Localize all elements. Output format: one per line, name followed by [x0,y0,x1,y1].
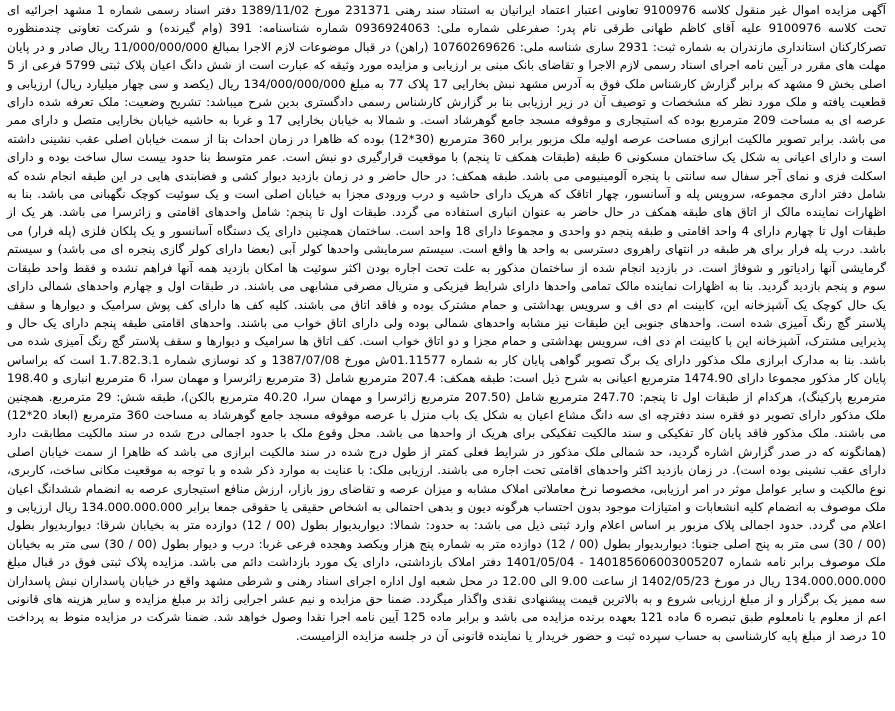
auction-notice-text: آگهی مزایده اموال غیر منقول کلاسه 9100976 تعاونی اعتبار اعتماد ایرانیان به استناد سند رهنی 231371 مورخ 1389/11/02 دفتر اسناد رسمی شماره 1 مشهد اجرائیه ای تحت کلاسه 9100976 علیه آقای کاظم طهانی طرقی نام پدر: صفرعلی شماره ملی: 0936924063 شماره شناسنامه: 391 (وام گیرنده) و شرکت تعاونی چندمنظوره تصرکارکنان استانداری مازندران به شماره ثبت: 2931 ساری شناسه ملی: 10760269626 (راهن) در قبال موضوعات لازم الاجرا بمبالغ 11/000/000/000 ریال صادر و در پایان مهلت های مقرر در آیین نامه اجرای اسناد رسمی لازم الاجرا و تقاضای بانک مبنی بر ارزیابی و مزایده مورد وثیقه که عبارت است از شش دانگ اعیان پلاک ثبتی 5799 فرعی از 5 اصلی بخش 9 مشهد که برابر گزارش کارشناس ملک فوق به آدرس مشهد نبش بخارایی 17 پلاک 77 به مبلغ 134/000/000/000 ریال (یکصد و سی چهار میلیارد ریال) ارزیابی و قطعیت یافته و ملک مورد نظر که مشخصات و توصیف آن در زیر ارزیابی بنا بر گزارش کارشناس رسمی دادگستری بدین شرح میباشد: تشریح وضعیت: ملک تعرفه شده دارای عرصه ای به مساحت 209 مترمربع بوده که استیجاری و موقوفه مسجد جامع گوهرشاد است. و شمالا به خیابان بخارایی 17 و غربا به حاشیه خیابان بخارایی متصل و دارای ممر می باشد. برابر تصویر مالکیت ابرازی مساحت عرصه اولیه ملک مزبور برابر 360 مترمربع (30*12) بوده که ظاهرا در زمان احداث بنا از سمت خیابان اصلی عقب نشینی داشته است و دارای اعیانی به شکل یک ساختمان مسکونی 6 طبقه (طبقات همکف تا پنجم) با موقعیت قرارگیری دو نبش است. عمر متوسط بنا حدود بیست سال ساخت بوده و دارای اسکلت فزی و نمای آجر سفال سه سانتی با پنجره آلومینیومی می باشد. طبقه همکف: در حال حاضر و در زمان بازدید دیوار کشی و فضابندی هایی در این طبقه انجام شده که شامل دفتر اداری مجموعه، سرویس پله و آسانسور، چهار اتاقک که هریک دارای حاشیه و درب ورودی مجزا به خیابان اصلی است و یک سوئیت کوچک نگهبانی می باشد. بنا به اظهارات نماینده مالک از اتاق های طبقه همکف در حال حاضر به عنوان انباری استفاده می گردد. طبقات اول تا پنجم: شامل واحدهای اقامتی و زائرسرا می باشد. هر یک از طبقات اول تا چهارم دارای 4 واحد اقامتی و طبقه پنجم دو واحدی و مجموعا دارای 18 واحد است. ساختمان همچنین دارای یک دستگاه آسانسور و یک پلکان فلزی (پله فرار) می باشد. درب پله فرار برای هر طبقه در انتهای راهروی دسترسی به واحد ها واقع است. سیستم سرمایشی واحدها کولر آبی (بعضا دارای کولر گازی پنجره ای می باشد) و سیستم گرمایشی آنها رادیاتور و شوفاژ است. در بازدید انجام شده از ساختمان مذکور به علت تحت اجاره بودن اکثر سوئیت ها امکان بازدید همه آنها فراهم نشده و فقط واحد طبقات سوم و پنجم بازدید گردید. بنا به اظهارات نماینده مالک تمامی واحدها دارای شرایط فیزیکی و متریال مصرفی مشابهی می باشند. در طبقات اول و چهارم واحدهای شمالی دارای یک حال کوچک یک آشپزخانه این، کابینت ام دی اف و سرویس بهداشتی و حمام مشترک بوده و فاقد اتاق می باشند. کلیه کف ها دارای کف پوش سرامیک و دیوارها و سقف پلاستر گچ رنگ آمیزی شده است. واحدهای جنوبی این طبقات نیز مشابه واحدهای شمالی بوده ولی دارای اتاق خواب می باشند. واحدهای اقامتی طبقه پنجم دارای یک حال و پذیرایی مشترک، آشپزخانه این با کابینت ام دی اف، سرویس بهداشتی و حمام مجزا و دو اتاق خواب است. کف اتاق ها سرامیک و دیوارها و سقف پلاستر گچ رنگ آمیزی شده می باشد. بنا به مدارک ابرازی ملک مذکور دارای یک برگ تصویر گواهی پایان کار به شماره 01.11577ش مورخ 1387/07/08 و کد نوسازی شماره 1.7.82.3.1 است که براساس پایان کار مذکور مجموعا دارای 1474.90 مترمربع اعیانی به شرح ذیل است: طبقه همکف: 207.4 مترمربع شامل (3 مترمربع زائرسرا و مهمان سرا، 6 مترمربع انباری و 198.40 مترمربع پارکینگ)، هرکدام از طبقات اول تا پنجم: 247.70 مترمربع شامل (207.50 مترمربع زائرسرا و مهمان سرا، 40.20 مترمربع بالکن)، طبقه شش: 29 مترمربع. همچنین ملک مذکور دارای تصویر دو فقره سند دفترچه ای سه دانگ مشاع اعیان به شکل یک باب منزل با عرصه موقوفه مسجد جامع گوهرشاد به مساحت 360 مترمربع (ابعاد 20*12) می باشند. ملک مذکور فاقد پایان کار تفکیکی و سند مالکیت تفکیکی برای هریک از واحدها می باشد. محل وقوع ملک با حدود اجمالی درج شده در سند مالکیت مطابقت دارد (همانگونه که در صدر گزارش اشاره گردید، حد شمالی ملک مذکور در شرایط فعلی کمتر از طول درج شده در سند مالکیت ابرازی می باشد که ظاهرا از سمت خیابان اصلی دارای عقب نشینی بوده است). در زمان بازدید اکثر واحدهای اقامتی تحت اجاره می باشند. ارزیابی ملک: با عنایت به موارد ذکر شده و با توجه به موقعیت مکانی ساخت، کاربری، نوع مالکیت و سایر عوامل موثر در امر ارزیابی، مخصوصا نرخ معاملاتی املاک مشابه و میزان عرصه و تقاضای روز بازار، ارزش منافع استیجاری عرصه به انضمام ششدانگ اعیان ملک موصوف به انضمام کلیه انشعابات و امتیازات موجود بدون احتساب هرگونه دیون و بدهی احتمالی به اشخاص حقیقی یا حقوقی جمعا برابر 134.000.000.000 ریال ارزیابی و اعلام می گردد. حدود اجمالی پلاک مزبور بر اساس اعلام وارد ثبتی ذیل می باشد: به حدود: شمالا: دیواربدیوار بطول (00 / 12) دوازده متر به بخیابان شرقا: دیواربدیوار بطول (00 / 30) سی متر به پنج اصلی جنوبا: دیواربدیوار بطول (00 / 12) دوازده متر به شماره پنج هزار ویکصد وهجده فرعی غربا: درب و دیوار بطول (00 / 30) سی متر به بخیابان ملک موصوف برابر نامه شماره 140185606003005207 - 1401/05/04 دفتر املاک بازداشتی، دارای یک مورد بازداشت دائم می باشد. مزایده پلاک ثبتی فوق در قبال مبلغ 134.000.000.000 ریال در مورخ 1402/05/23 از ساعت 9.00 الی 12.00 در محل شعبه اول اداره اجرای اسناد رهنی و شرطی مشهد واقع در خیابان پاسداران نبش پاسداران سه ممیز یک برگزار و از مبلغ ارزیابی شروع و به بالاترین قیمت پیشنهادی نقدی واگذار میگردد. ضمنا حق مزایده و نیم عشر اجرایی زائد بر مبلغ مزایده و سایر هزینه های قانونی اعم از معلوم یا نامعلوم طبق تبصره 6 ماده 121 بعهده برنده مزایده می باشد و برابر ماده 125 آیین نامه اجرا نقدا وصول خواهد شد. ضمنا شرکت در مزایده منوط به پرداخت 10 درصد از مبلغ پایه کارشناسی به حساب سپرده ثبت و حضور خریدار یا نماینده قانونی آن در جلسه مزایده الزامیست. [7,3,887,643]
